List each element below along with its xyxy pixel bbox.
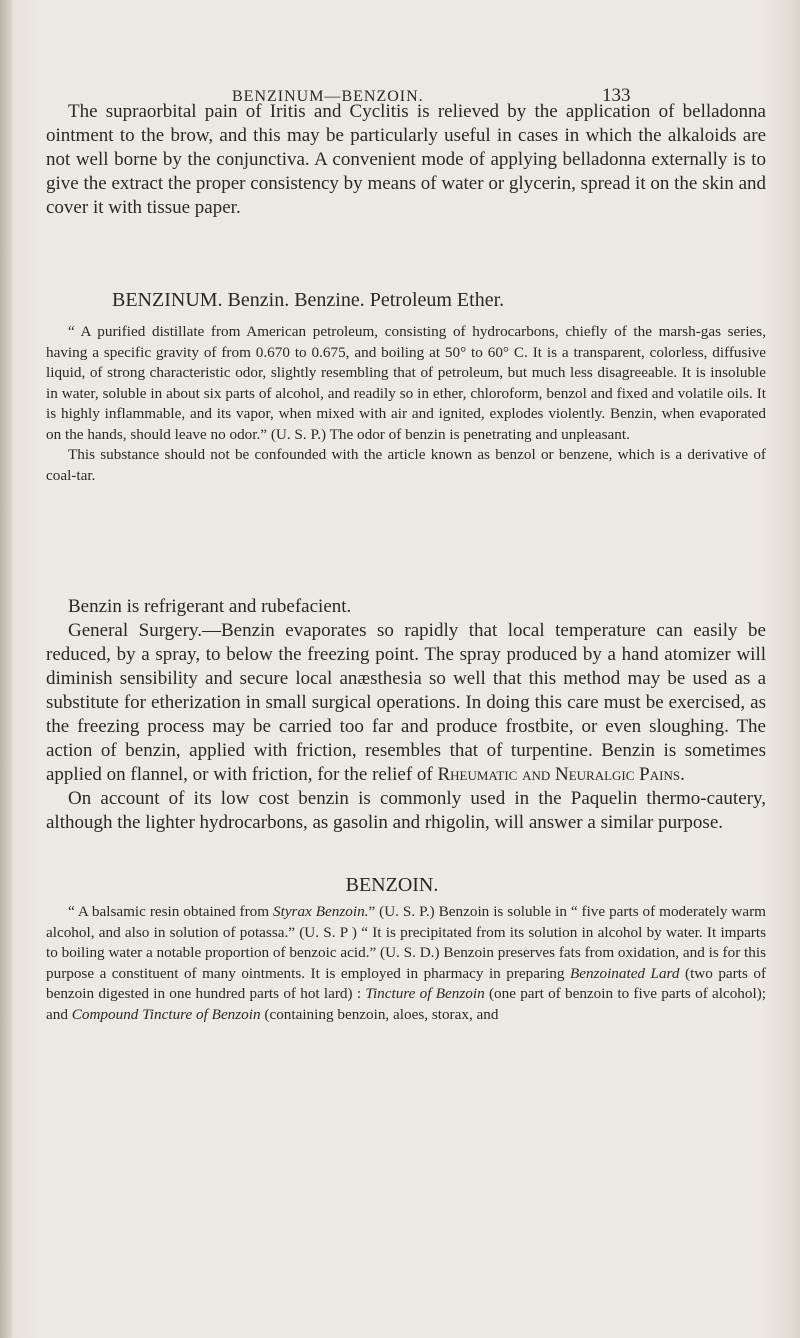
general-surgery-paragraph — [46, 619, 766, 787]
tincture-of-benzoin-italic: Tincture of Benzoin — [365, 985, 485, 1002]
benzoinated-lard-italic: Benzoinated Lard — [569, 964, 680, 982]
page-gutter — [0, 0, 12, 1338]
paquelin-paragraph: On account of its low cost benzin is commonly used in the Paquelin thermo-cautery, although the lighter hydrocarbons, as gasolin and rhigolin, will answer a similar purpose. — [46, 788, 766, 833]
benzoin-heading — [0, 874, 800, 897]
running-head: BENZINUM—BENZOIN. — [232, 88, 424, 105]
refrigerant-line: Benzin is refrigerant and rubefacient. — [68, 596, 352, 617]
benzoin-text-5: (containing benzoin, aloes, storax, and — [260, 1005, 499, 1023]
benzinum-quote: “ A purified distillate from American petroleum, consisting of hydrocarbons, chiefly of the marsh-gas series, having a specific gravity of from 0.670 to 0.675, and boiling at 50° to 60° C. It is a transparent, colorless, diffusive liquid, of strong characteristic odor, slightly resembling that of petroleum, but much less disagreeable. It is insoluble in water, soluble in about six parts of alcohol, and readily so in ether, chloroform, benzol and fixed and volatile oils. It is highly inflammable, and its vapor, when mixed with air and ignited, explodes violently. Benzin, when evaporated on the hands, should leave no odor.” (U. S. P.) The odor of benzin is penetrating and unpleasant. — [46, 323, 766, 443]
benzoin-paragraph — [46, 902, 766, 1025]
benzoin-text-3: (two parts of benzoin digested in one hundred parts of hot lard) : — [46, 964, 767, 1002]
styrax-benzoin-italic: Styrax Benzoin. — [273, 903, 369, 920]
benzoin-block — [46, 902, 766, 1025]
intro-paragraph: The supraorbital pain of Iritis and Cyclitis is relieved by the application of belladonna ointment to the brow, and this may be particularly useful in cases in which the alkaloids are not well borne by the conjunctiva. A convenient mode of applying belladonna externally is to give the extract the proper consistency by means of water or glycerin, spread it on the skin and cover it with tissue paper. — [46, 101, 766, 218]
benzoin-text-2: ” (U. S. P.) Benzoin is soluble in “ five parts of moderately warm alcohol, and also in solution of potassa.” (U. S. P ) “ It is precipitated from its solution in alcohol by water. It imparts to boiling water a notable proportion of benzoic acid.” (U. S. D.) Benzoin preserves fats from oxidation, and is for this purpose a constituent of many ointments. It is employed in pharmacy in preparing — [46, 903, 766, 982]
general-surgery-text: —Benzin evaporates so rapidly that local temperature can easily be reduced, by a spray, to below the freezing point. The spray produced by a hand atomizer will diminish sensibility and secure local anæsthesia so well that this method may be used as a substitute for etherization in small surgical operations. In doing this care must be exercised, as the freezing process may be carried too far and produce frostbite, or even sloughing. The action of benzin, applied with friction, resembles that of turpentine. Benzin is sometimes applied on flannel, or with friction, for the relief of — [46, 620, 766, 785]
intro-paragraph-block — [46, 100, 766, 220]
general-surgery-lead: General Surgery. — [68, 620, 202, 641]
benzoin-heading-text: BENZOIN. — [345, 874, 439, 896]
benzoin-text-1: “ A balsamic resin obtained from — [68, 903, 273, 920]
compound-tincture-italic: Compound Tincture of Benzoin — [71, 1005, 261, 1023]
rheumatic-neuralgic-pains: Rheumatic and Neuralgic Pains. — [437, 764, 685, 785]
benzinum-uses-block — [46, 595, 766, 835]
page-number: 133 — [602, 85, 631, 106]
benzinum-heading: BENZINUM. Benzin. Benzine. Petroleum Ether. — [112, 289, 505, 311]
benzoin-text-4: (one part of benzoin to five parts of alcohol); and — [46, 985, 766, 1023]
benzinum-note: This substance should not be confounded with the article known as benzol or benzene, which is a derivative of coal-tar. — [46, 446, 766, 484]
benzinum-quote-block — [46, 322, 766, 486]
